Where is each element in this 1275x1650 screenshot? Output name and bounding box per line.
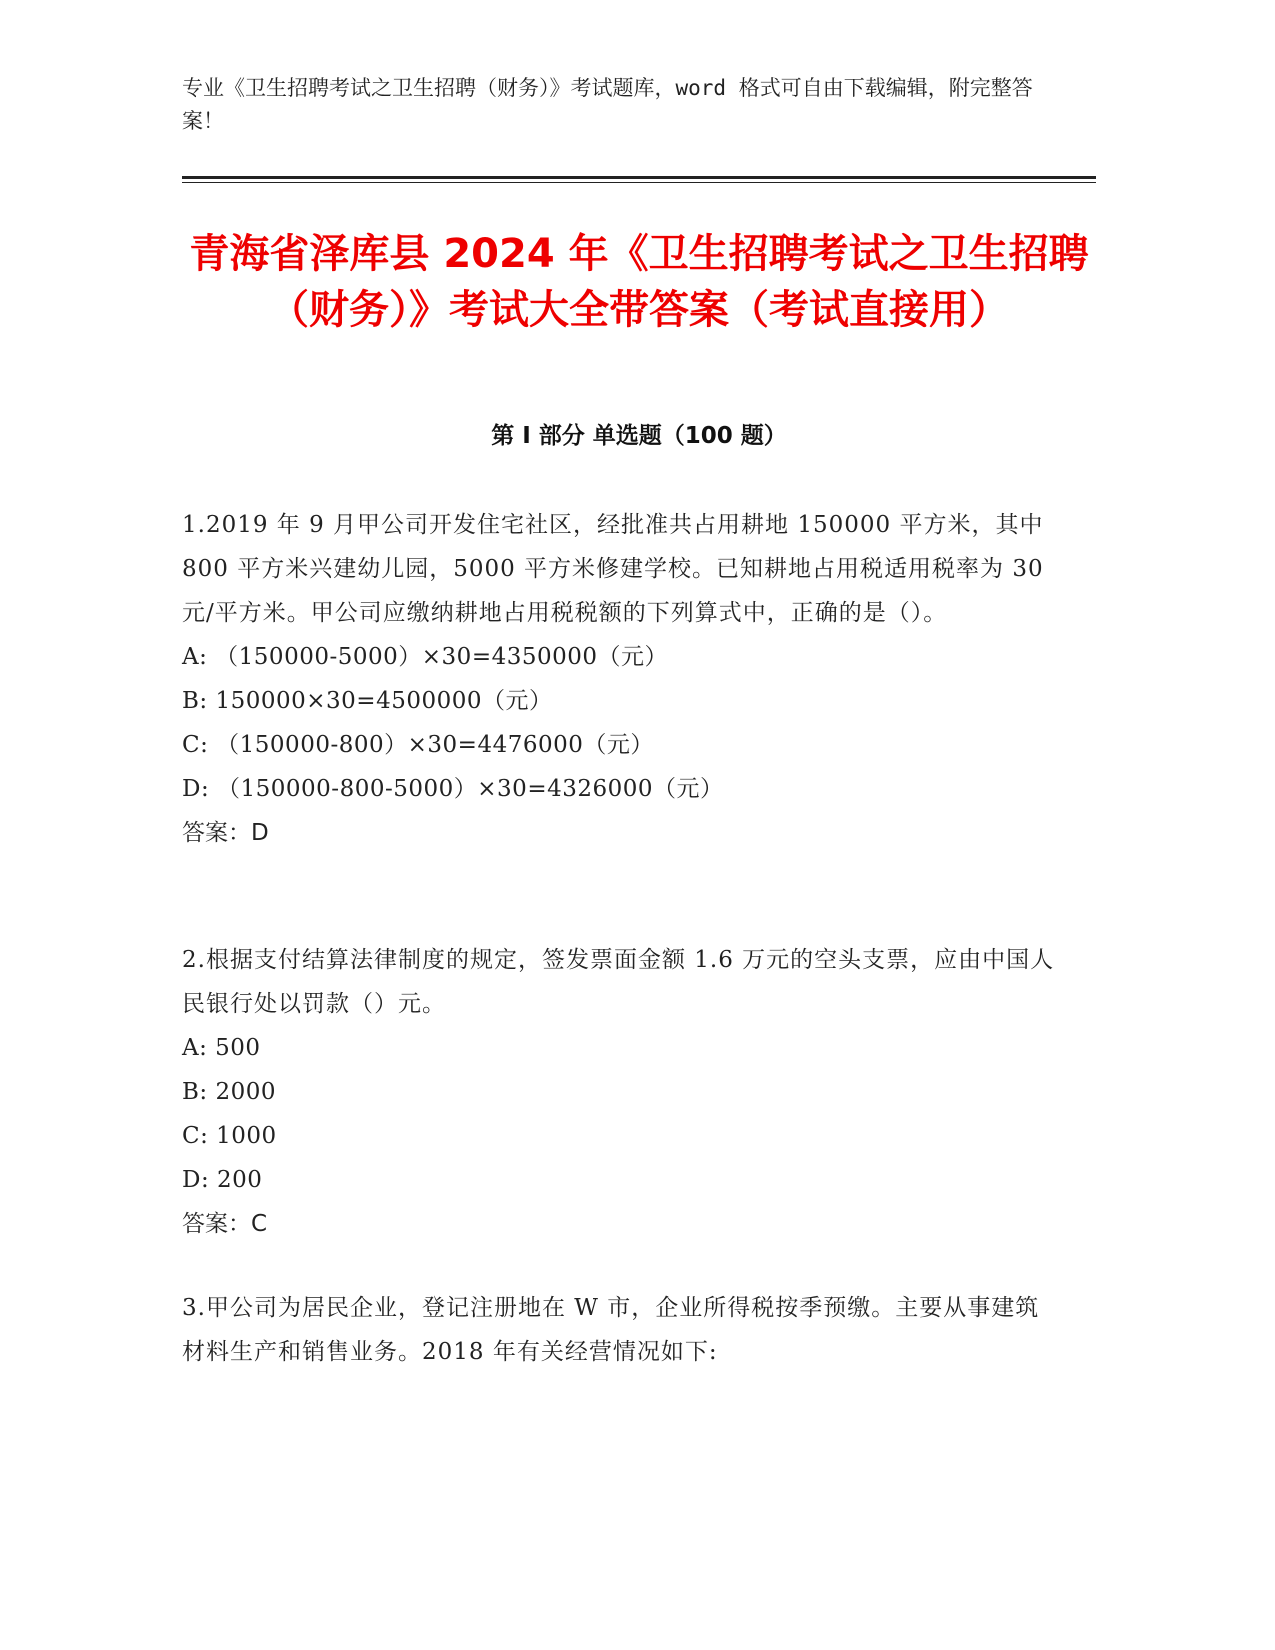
- option-b: B: 2000: [182, 1079, 276, 1105]
- option-b: B: 150000×30=4500000（元）: [182, 688, 553, 714]
- header-divider-thick: [182, 176, 1096, 179]
- option-c: C: 1000: [182, 1123, 277, 1149]
- option-c: C: （150000-800）×30=4476000（元）: [182, 732, 654, 758]
- question-3: [182, 1286, 1062, 1374]
- question-stem: 2.根据支付结算法律制度的规定，签发票面金额 1.6 万元的空头支票，应由中国人民银行处以罚款（）元。: [182, 947, 1055, 1017]
- question-stem: 3.甲公司为居民企业，登记注册地在 W 市，企业所得税按季预缴。主要从事建筑材料生产和销售业务。2018 年有关经营情况如下:: [182, 1295, 1040, 1365]
- header-divider-thin: [182, 182, 1096, 183]
- option-a: A: （150000-5000）×30=4350000（元）: [182, 644, 669, 670]
- question-1: [182, 503, 1062, 855]
- answer: 答案：D: [182, 820, 269, 846]
- question-2: [182, 938, 1062, 1246]
- question-stem: 1.2019 年 9 月甲公司开发住宅社区，经批准共占用耕地 150000 平方米，其中 800 平方米兴建幼儿园，5000 平方米修建学校。已知耕地占用税适用税率为 30 元/平方米。甲公司应缴纳耕地占用税税额的下列算式中，正确的是（）。: [182, 512, 1044, 626]
- option-d: D: 200: [182, 1167, 263, 1193]
- document-title: 青海省泽库县 2024 年《卫生招聘考试之卫生招聘（财务）》考试大全带答案（考试直接用）: [189, 231, 1089, 333]
- option-a: A: 500: [182, 1035, 261, 1061]
- header-note: 专业《卫生招聘考试之卫生招聘（财务）》考试题库，word 格式可自由下载编辑，附完整答案！: [182, 76, 1033, 133]
- answer: 答案：C: [182, 1211, 268, 1237]
- option-d: D: （150000-800-5000）×30=4326000（元）: [182, 776, 724, 802]
- section-title: 第 I 部分 单选题（100 题）: [491, 423, 787, 449]
